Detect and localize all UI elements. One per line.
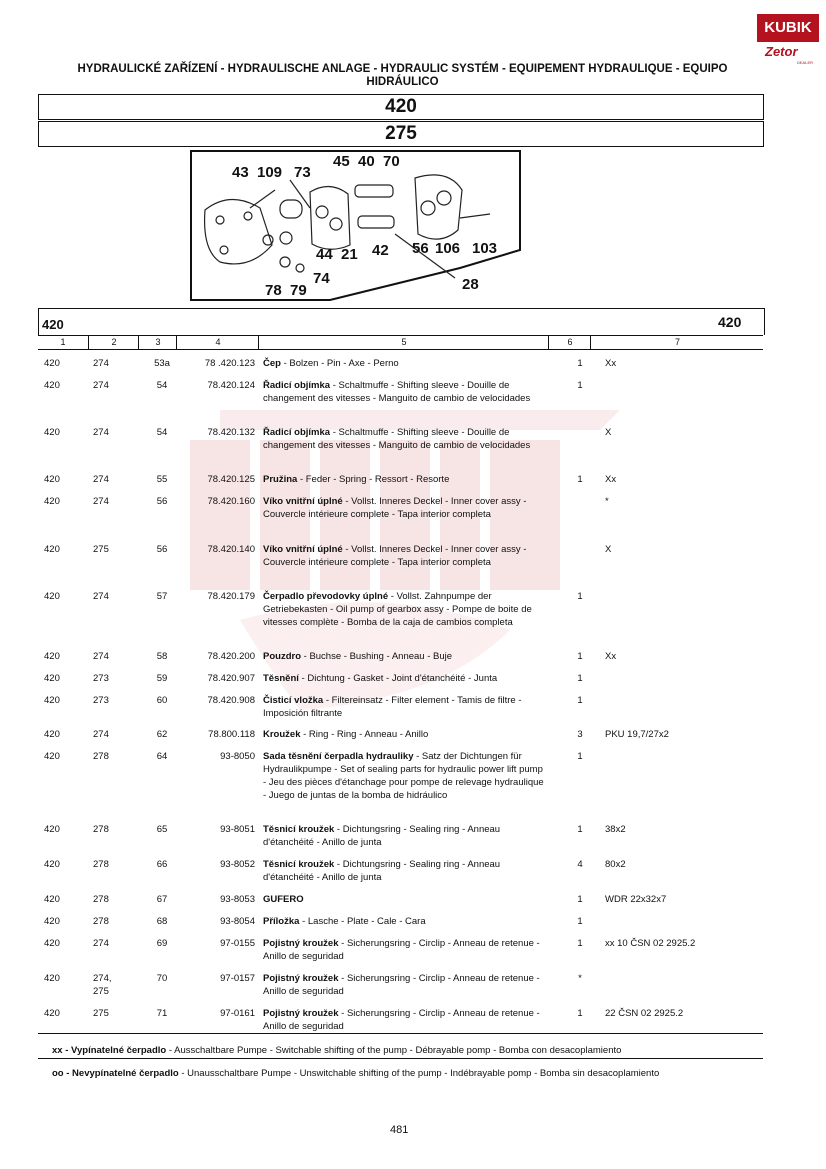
cell-part-number: 97-0157 <box>220 973 255 984</box>
description-translations: - Dichtung - Gasket - Joint d'étanchéité - Junta <box>298 673 498 684</box>
description-name: Pojistný kroužek <box>263 1008 339 1019</box>
cell-model: 420 <box>44 729 60 740</box>
cell-part-number: 93-8050 <box>220 751 255 762</box>
cell-note: X <box>605 427 612 438</box>
cell-quantity: 1 <box>577 380 583 391</box>
cell-position: 65 <box>156 824 168 835</box>
zetor-dealer-text: DEALER <box>797 60 814 65</box>
cell-figure: 274 <box>93 380 109 391</box>
cell-part-number: 78.420.160 <box>207 496 255 507</box>
cell-note: PKU 19,7/27x2 <box>605 729 669 740</box>
cell-quantity: 1 <box>577 474 583 485</box>
cell-model: 420 <box>44 673 60 684</box>
model-box-275: 275 <box>38 121 764 147</box>
cell-part-number: 78.420.132 <box>207 427 255 438</box>
description-name: Kroužek <box>263 729 301 740</box>
cell-quantity: * <box>578 973 582 984</box>
cell-note: xx 10 ČSN 02 2925.2 <box>605 938 696 949</box>
callout-28: 28 <box>462 276 479 293</box>
cell-part-number: 97-0161 <box>220 1008 255 1019</box>
description-name: Čisticí vložka <box>263 695 324 706</box>
description-name: Těsnění <box>263 673 299 684</box>
cell-quantity: 3 <box>577 729 583 740</box>
cell-note: 38x2 <box>605 824 626 835</box>
cell-note: Xx <box>605 358 617 369</box>
footnote-xx-text: - Ausschaltbare Pumpe - Switchable shifting of the pump - Débrayable pomp - Bomba con desacoplamiento <box>166 1045 622 1056</box>
table-model-left: 420 <box>42 317 64 332</box>
column-header: 2 <box>88 336 139 349</box>
cell-model: 420 <box>44 751 60 762</box>
cell-figure: 274, 275 <box>93 973 112 997</box>
cell-model: 420 <box>44 544 60 555</box>
cell-figure: 275 <box>93 1008 109 1019</box>
cell-description <box>263 915 548 928</box>
cell-figure: 274 <box>93 474 109 485</box>
callout-70: 70 <box>383 153 400 170</box>
cell-description <box>263 858 548 884</box>
footnote-oo-text: - Unausschaltbare Pumpe - Unswitchable shifting of the pump - Indébrayable pomp - Bomba sin desacoplamiento <box>178 1068 660 1079</box>
cell-part-number: 97-0155 <box>220 938 255 949</box>
cell-figure: 278 <box>93 751 109 762</box>
cell-model: 420 <box>44 591 60 602</box>
description-name: Pojistný kroužek <box>263 973 339 984</box>
cell-description <box>263 1007 548 1033</box>
cell-figure: 278 <box>93 894 109 905</box>
cell-description <box>263 590 548 629</box>
description-name: Sada těsnění čerpadla hydrauliky <box>263 751 414 762</box>
cell-model: 420 <box>44 916 60 927</box>
description-name: Víko vnitřní úplné <box>263 496 343 507</box>
cell-model: 420 <box>44 973 60 984</box>
cell-description <box>263 495 548 521</box>
cell-position: 67 <box>156 894 168 905</box>
cell-quantity: 1 <box>577 824 583 835</box>
cell-description <box>263 972 548 998</box>
cell-figure: 273 <box>93 673 109 684</box>
cell-note: 80x2 <box>605 859 626 870</box>
cell-position: 69 <box>156 938 168 949</box>
cell-quantity: 1 <box>577 591 583 602</box>
cell-part-number: 78.420.908 <box>207 695 255 706</box>
footer-divider-bottom <box>38 1058 763 1059</box>
cell-part-number: 93-8054 <box>220 916 255 927</box>
description-translations: - Sicherungsring - Circlip - Anneau de retenue - Anillo de seguridad <box>263 973 540 997</box>
diagram-callouts <box>190 150 522 302</box>
cell-part-number: 93-8053 <box>220 894 255 905</box>
cell-description <box>263 426 548 452</box>
cell-model: 420 <box>44 824 60 835</box>
cell-part-number: 78.420.200 <box>207 651 255 662</box>
column-header: 7 <box>590 336 764 349</box>
cell-part-number: 78.420.907 <box>207 673 255 684</box>
cell-description <box>263 937 548 963</box>
description-translations: - Ring - Ring - Anneau - Anillo <box>300 729 429 740</box>
column-header: 5 <box>258 336 549 349</box>
cell-figure: 278 <box>93 859 109 870</box>
cell-description <box>263 893 548 906</box>
cell-position: 59 <box>156 673 168 684</box>
cell-figure: 274 <box>93 729 109 740</box>
description-translations: - Vollst. Inneres Deckel - Inner cover assy - Couvercle intérieure complete - Tapa interior completa <box>263 544 527 568</box>
cell-note: WDR 22x32x7 <box>605 894 667 905</box>
cell-note: 22 ČSN 02 2925.2 <box>605 1008 684 1019</box>
cell-position: 54 <box>156 380 168 391</box>
cell-model: 420 <box>44 938 60 949</box>
column-header: 6 <box>548 336 591 349</box>
cell-quantity: 1 <box>577 1008 583 1019</box>
cell-model: 420 <box>44 380 60 391</box>
footer-divider-top <box>38 1033 763 1034</box>
cell-position: 60 <box>156 695 168 706</box>
cell-quantity: 1 <box>577 916 583 927</box>
cell-description <box>263 543 548 569</box>
cell-position: 58 <box>156 651 168 662</box>
cell-model: 420 <box>44 859 60 870</box>
cell-quantity: 1 <box>577 673 583 684</box>
cell-description <box>263 728 548 741</box>
description-translations: - Feder - Spring - Ressort - Resorte <box>297 474 450 485</box>
cell-figure: 278 <box>93 916 109 927</box>
kubik-zetor-logo <box>757 14 819 64</box>
description-translations: - Buchse - Bushing - Anneau - Buje <box>301 651 453 662</box>
description-name: Řadicí objímka <box>263 427 331 438</box>
cell-model: 420 <box>44 1008 60 1019</box>
section-title: HYDRAULICKÉ ZAŘÍZENÍ - HYDRAULISCHE ANLAGE - HYDRAULIC SYSTÉM - EQUIPEMENT HYDRAULIQUE - EQUIPO HIDRÁULICO <box>77 63 728 88</box>
callout-74: 74 <box>313 270 330 287</box>
description-translations: - Lasche - Plate - Cale - Cara <box>299 916 426 927</box>
description-translations: - Satz der Dichtungen für Hydraulikpumpe - Set of sealing parts for hydraulic power lift pump - Jeu des pièces d'étanchage pour pompe de relevage hydraulique - Juego de juntas de la bomba de hidráulico <box>263 751 544 801</box>
zetor-logo: Zetor <box>765 44 798 59</box>
cell-position: 68 <box>156 916 168 927</box>
description-translations: - Sicherungsring - Circlip - Anneau de retenue - Anillo de seguridad <box>263 938 540 962</box>
callout-79: 79 <box>290 282 307 299</box>
cell-model: 420 <box>44 695 60 706</box>
cell-note: X <box>605 544 612 555</box>
cell-description <box>263 473 548 486</box>
column-header: 3 <box>138 336 177 349</box>
description-translations: - Vollst. Zahnpumpe der Getriebekasten - Oil pump of gearbox assy - Pompe de boite de vitesses complète - Bomba de la caja de cambios completa <box>263 591 532 628</box>
callout-73: 73 <box>294 164 311 181</box>
cell-description <box>263 823 548 849</box>
description-translations: - Dichtungsring - Sealing ring - Anneau d'étanchéité - Anillo de junta <box>263 859 501 883</box>
cell-figure: 274 <box>93 651 109 662</box>
cell-part-number: 78.420.140 <box>207 544 255 555</box>
cell-model: 420 <box>44 651 60 662</box>
model-box-420: 420 <box>38 94 764 120</box>
callout-103: 103 <box>472 240 498 257</box>
cell-description <box>263 694 548 720</box>
cell-note: * <box>605 496 609 507</box>
cell-position: 56 <box>156 496 168 507</box>
cell-part-number: 78 .420.123 <box>204 358 255 369</box>
cell-quantity: 1 <box>577 651 583 662</box>
parts-table-frame <box>38 308 765 335</box>
column-header: 4 <box>176 336 259 349</box>
description-name: Pojistný kroužek <box>263 938 339 949</box>
callout-42: 42 <box>372 242 389 259</box>
cell-part-number: 78.420.179 <box>207 591 255 602</box>
callout-56: 56 <box>412 240 429 257</box>
cell-figure: 274 <box>93 591 109 602</box>
footnote-oo <box>52 1067 732 1080</box>
cell-figure: 278 <box>93 824 109 835</box>
cell-description <box>263 650 548 663</box>
cell-description <box>263 750 548 802</box>
description-name: Čerpadlo převodovky úplné <box>263 591 389 602</box>
cell-part-number: 78.420.124 <box>207 380 255 391</box>
cell-note: Xx <box>605 651 617 662</box>
column-header: 1 <box>60 337 66 347</box>
cell-position: 71 <box>156 1008 168 1019</box>
description-name: Těsnicí kroužek <box>263 824 335 835</box>
description-translations: - Sicherungsring - Circlip - Anneau de retenue - Anillo de seguridad <box>263 1008 540 1032</box>
description-name: Víko vnitřní úplné <box>263 544 343 555</box>
description-translations: - Schaltmuffe - Shifting sleeve - Douille de changement des vitesses - Manguito de cambio de velocidades <box>263 427 531 451</box>
cell-position: 54 <box>156 427 168 438</box>
footnote-xx <box>52 1045 621 1056</box>
cell-figure: 274 <box>93 358 109 369</box>
cell-model: 420 <box>44 894 60 905</box>
callout-106: 106 <box>435 240 461 257</box>
cell-quantity: 1 <box>577 894 583 905</box>
cell-quantity: 1 <box>577 358 583 369</box>
table-model-right: 420 <box>718 314 742 330</box>
cell-model: 420 <box>44 474 60 485</box>
cell-model: 420 <box>44 358 60 369</box>
callout-40: 40 <box>358 153 375 170</box>
cell-description <box>263 379 548 405</box>
cell-figure: 274 <box>93 938 109 949</box>
cell-quantity: 1 <box>577 751 583 762</box>
cell-quantity: 4 <box>577 859 583 870</box>
description-name: GUFERO <box>263 894 304 905</box>
cell-figure: 273 <box>93 695 109 706</box>
cell-figure: 275 <box>93 544 109 555</box>
cell-position: 53a <box>154 358 170 369</box>
cell-quantity: 1 <box>577 938 583 949</box>
description-translations: - Dichtungsring - Sealing ring - Anneau d'étanchéité - Anillo de junta <box>263 824 501 848</box>
cell-position: 66 <box>156 859 168 870</box>
description-name: Čep <box>263 358 281 369</box>
callout-78: 78 <box>265 282 282 299</box>
description-name: Řadicí objímka <box>263 380 331 391</box>
cell-figure: 274 <box>93 427 109 438</box>
description-translations: - Filtereinsatz - Filter element - Tamis de filtre - Imposición filtrante <box>263 695 522 719</box>
description-name: Příložka <box>263 916 300 927</box>
callout-43: 43 <box>232 164 249 181</box>
cell-part-number: 93-8051 <box>220 824 255 835</box>
cell-position: 56 <box>156 544 168 555</box>
cell-description <box>263 672 548 685</box>
callout-21: 21 <box>341 246 358 263</box>
cell-part-number: 78.800.118 <box>208 729 255 740</box>
cell-position: 62 <box>156 729 168 740</box>
callout-45: 45 <box>333 153 350 170</box>
description-translations: - Schaltmuffe - Shifting sleeve - Douille de changement des vitesses - Manguito de cambio de velocidades <box>263 380 531 404</box>
cell-description <box>263 357 548 370</box>
description-translations: - Bolzen - Pin - Axe - Perno <box>280 358 399 369</box>
cell-position: 64 <box>156 751 168 762</box>
cell-figure: 274 <box>93 496 109 507</box>
column-header-row <box>38 335 763 350</box>
page-number: 481 <box>390 1124 409 1136</box>
cell-note: Xx <box>605 474 617 485</box>
description-name: Pouzdro <box>263 651 301 662</box>
cell-position: 57 <box>156 591 168 602</box>
description-name: Těsnicí kroužek <box>263 859 335 870</box>
cell-position: 70 <box>156 973 168 984</box>
callout-109: 109 <box>257 164 283 181</box>
cell-model: 420 <box>44 427 60 438</box>
footnote-xx-label: xx - Vypínatelné čerpadlo <box>52 1045 167 1056</box>
cell-position: 55 <box>156 474 168 485</box>
description-translations: - Vollst. Inneres Deckel - Inner cover assy - Couvercle intérieure complete - Tapa interior completa <box>263 496 527 520</box>
callout-44: 44 <box>316 246 333 263</box>
cell-quantity: 1 <box>577 695 583 706</box>
cell-part-number: 78.420.125 <box>207 474 255 485</box>
footnote-oo-label: oo - Nevypínatelné čerpadlo <box>52 1068 179 1079</box>
description-name: Pružina <box>263 474 298 485</box>
kubik-logo: KUBIK <box>757 14 819 42</box>
cell-model: 420 <box>44 496 60 507</box>
cell-part-number: 93-8052 <box>220 859 255 870</box>
